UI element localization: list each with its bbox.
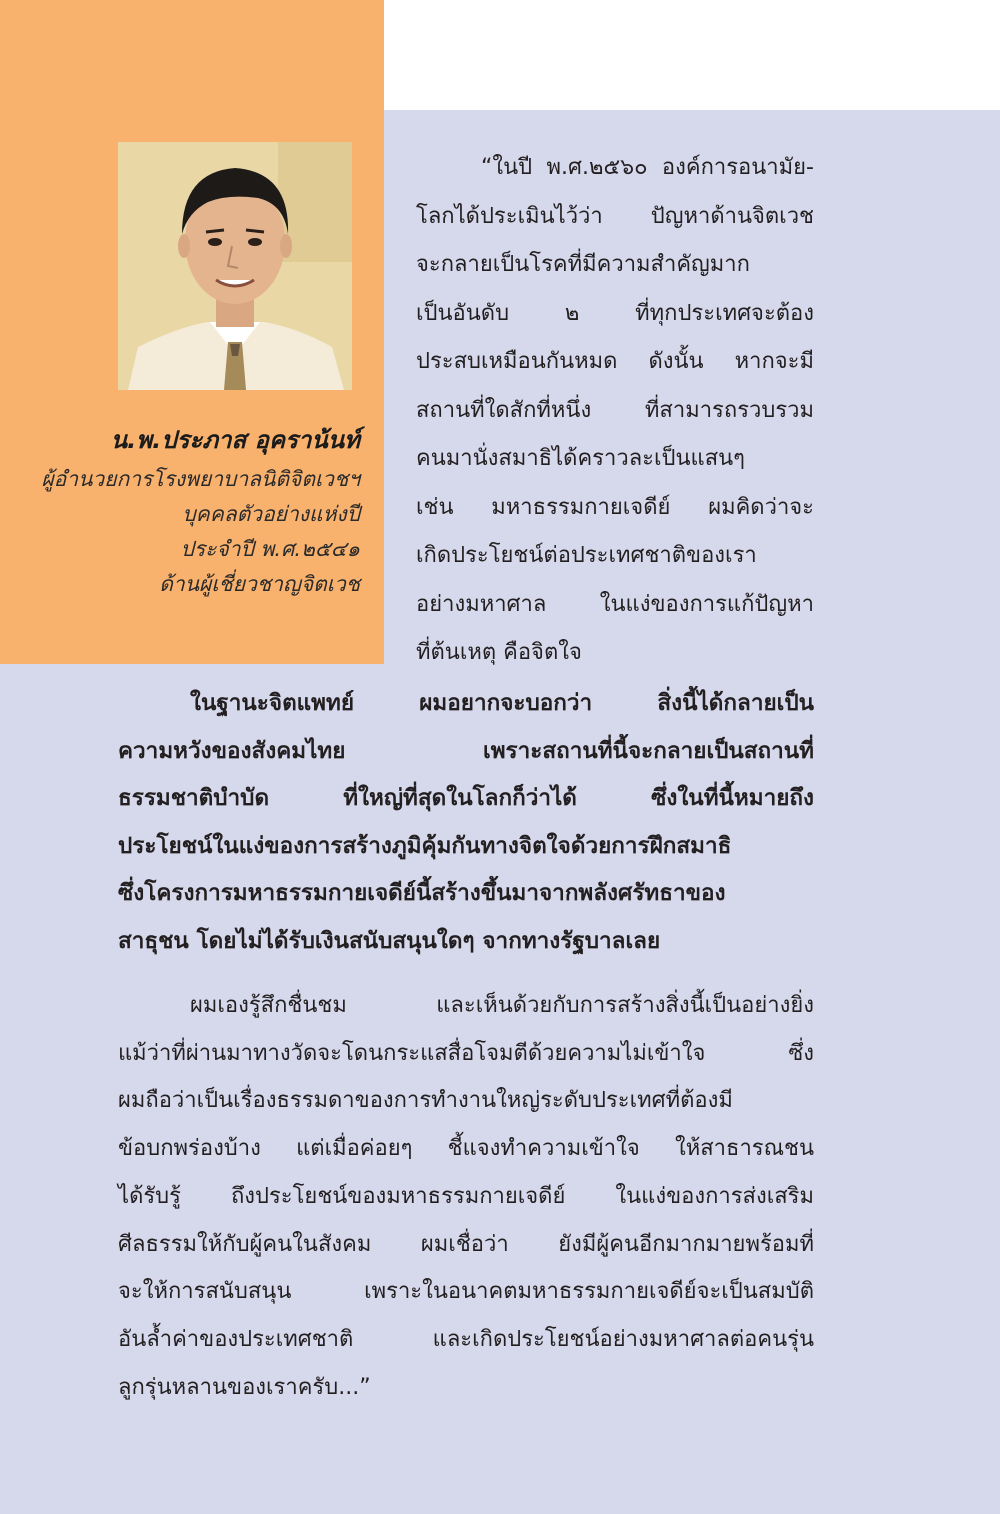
body-line: จะให้การสนับสนุน เพราะในอนาคตมหาธรรมกายเจดีย์จะเป็นสมบัติ [118, 1279, 814, 1305]
bold-paragraph [118, 680, 814, 965]
bold-line: ประโยชน์ในแง่ของการสร้างภูมิคุ้มกันทางจิตใจด้วยการฝึกสมาธิ [118, 832, 732, 859]
role-line: ด้านผู้เชี่ยวชาญจิตเวช [159, 572, 360, 596]
bold-line: ในฐานะจิตแพทย์ ผมอยากจะบอกว่า สิ่งนี้ได้กลายเป็น [190, 690, 814, 716]
bold-line: ธรรมชาติบำบัด ที่ใหญ่ที่สุดในโลกก็ว่าได้ ซึ่งในที่นี้หมายถึง [118, 785, 814, 811]
quote-line: จะกลายเป็นโรคที่มีความสำคัญมาก [416, 252, 750, 277]
person-name: น.พ.ประภาส อุคราน้นท์ [110, 426, 360, 454]
body-line: ข้อบกพร่องบ้าง แต่เมื่อค่อยๆ ชี้แจงทำความเข้าใจ ให้สาธารณชน [118, 1136, 814, 1162]
quote-line: เช่น มหาธรรมกายเจดีย์ ผมคิดว่าจะ [416, 494, 814, 520]
body-paragraph [118, 982, 814, 1411]
quote-line: เกิดประโยชน์ต่อประเทศชาติของเรา [416, 543, 757, 568]
quote-line: เป็นอันดับ ๒ ที่ทุกประเทศจะต้อง [416, 300, 814, 326]
quote-line: “ในปี พ.ศ.๒๕๖๐ องค์การอนามัย- [481, 155, 814, 180]
role-line: ประจำปี พ.ศ.๒๕๔๑ [180, 537, 360, 561]
body-line: ผมเองรู้สึกชื่นชม และเห็นด้วยกับการสร้างสิ่งนี้เป็นอย่างยิ่ง [190, 993, 814, 1018]
bold-line: ความหวังของสังคมไทย เพราะสถานที่นี้จะกลายเป็นสถานที่ [118, 737, 814, 764]
quote-line: คนมานั่งสมาธิได้คราวละเป็นแสนๆ [416, 446, 745, 471]
portrait-photo [118, 142, 352, 390]
quote-line: โลกได้ประเมินไว้ว่า ปัญหาด้านจิตเวช [416, 203, 814, 229]
body-line: ศีลธรรมให้กับผู้คนในสังคม ผมเชื่อว่า ยังมีผู้คนอีกมากมายพร้อมที่ [118, 1231, 814, 1257]
quote-line: อย่างมหาศาล ในแง่ของการแก้ปัญหา [416, 591, 814, 617]
body-line: อันล้ำค่าของประเทศชาติ และเกิดประโยชน์อย่างมหาศาลต่อคนรุ่น [118, 1326, 814, 1352]
bold-line: สาธุชน โดยไม่ได้รับเงินสนับสนุนใดๆ จากทางรัฐบาลเลย [118, 927, 661, 954]
body-line: ได้รับรู้ ถึงประโยชน์ของมหาธรรมกายเจดีย์ ในแง่ของการส่งเสริม [118, 1183, 814, 1209]
quote-line: ประสบเหมือนกันหมด ดังนั้น หากจะมี [416, 349, 814, 374]
body-line: ลูกรุ่นหลานของเราครับ...” [118, 1374, 371, 1400]
quote-paragraph [416, 144, 814, 678]
quote-line: สถานที่ใดสักที่หนึ่ง ที่สามารถรวบรวม [416, 397, 814, 423]
body-line: ผมถือว่าเป็นเรื่องธรรมดาของการทำงานใหญ่ระดับประเทศที่ต้องมี [118, 1088, 733, 1114]
bold-line: ซึ่งโครงการมหาธรรมกายเจดีย์นี้สร้างขึ้นมาจากพลังศรัทธาของ [118, 880, 726, 906]
body-line: แม้ว่าที่ผ่านมาทางวัดจะโดนกระแสสื่อโจมตีด้วยความไม่เข้าใจ ซึ่ง [118, 1040, 814, 1066]
profile-caption [10, 424, 360, 602]
role-line: บุคคลตัวอย่างแห่งปี [182, 502, 360, 526]
role-line: ผู้อำนวยการโรงพยาบาลนิติจิตเวชฯ [41, 467, 360, 491]
quote-line: ที่ต้นเหตุ คือจิตใจ [416, 640, 582, 665]
